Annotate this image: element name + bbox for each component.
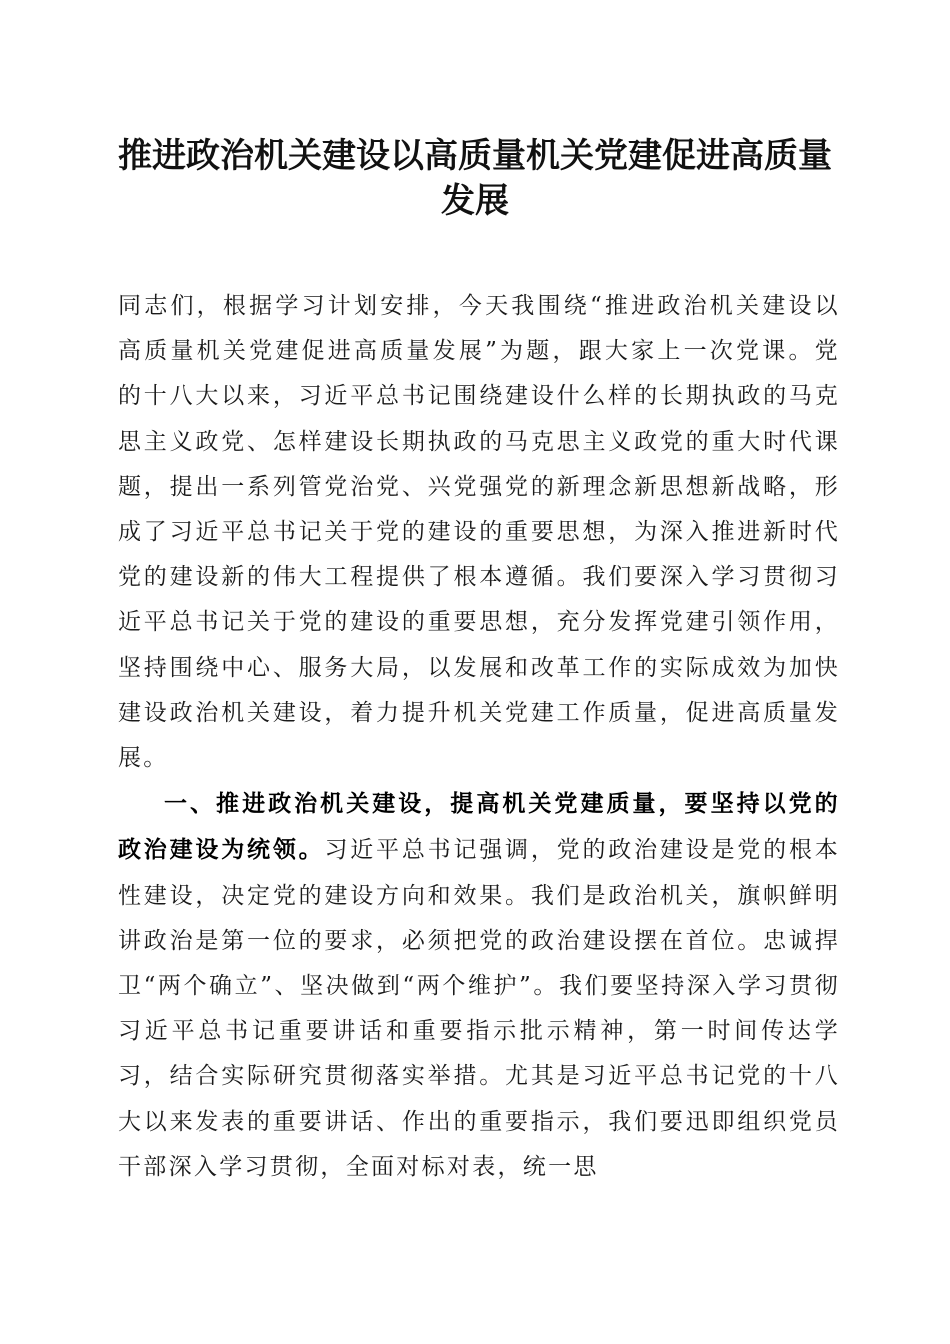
document-body — [118, 284, 840, 1190]
section-one-text: 习近平总书记强调，党的政治建设是党的根本性建设，决定党的建设方向和效果。我们是政治机关，旗帜鲜明讲政治是第一位的要求，必须把党的政治建设摆在首位。忠诚捍卫“两个确立”、坚决做到“两个维护”。我们要坚持深入学习贯彻习近平总书记重要讲话和重要指示批示精神，第一时间传达学习，结合实际研究贯彻落实举措。尤其是习近平总书记党的十八大以来发表的重要讲话、作出的重要指示，我们要迅即组织党员干部深入学习贯彻，全面对标对表，统一思 — [118, 837, 841, 1180]
intro-paragraph: 同志们，根据学习计划安排，今天我围绕“推进政治机关建设以高质量机关党建促进高质量发展”为题，跟大家上一次党课。党的十八大以来，习近平总书记围绕建设什么样的长期执政的马克思主义政党、怎样建设长期执政的马克思主义政党的重大时代课题，提出一系列管党治党、兴党强党的新理念新思想新战略，形成了习近平总书记关于党的建设的重要思想，为深入推进新时代党的建设新的伟大工程提供了根本遵循。我们要深入学习贯彻习近平总书记关于党的建设的重要思想，充分发挥党建引领作用，坚持围绕中心、服务大局，以发展和改革工作的实际成效为加快建设政治机关建设，着力提升机关党建工作质量，促进高质量发展。 — [118, 293, 840, 772]
section-one-heading: 一、推进政治机关建设，提高机关党建质量，要坚持以党的政治建设为统领。 — [118, 790, 840, 864]
document-title: 推进政治机关建设以高质量机关党建促进高质量发展 — [118, 136, 832, 221]
section-one-paragraph — [118, 781, 840, 1190]
